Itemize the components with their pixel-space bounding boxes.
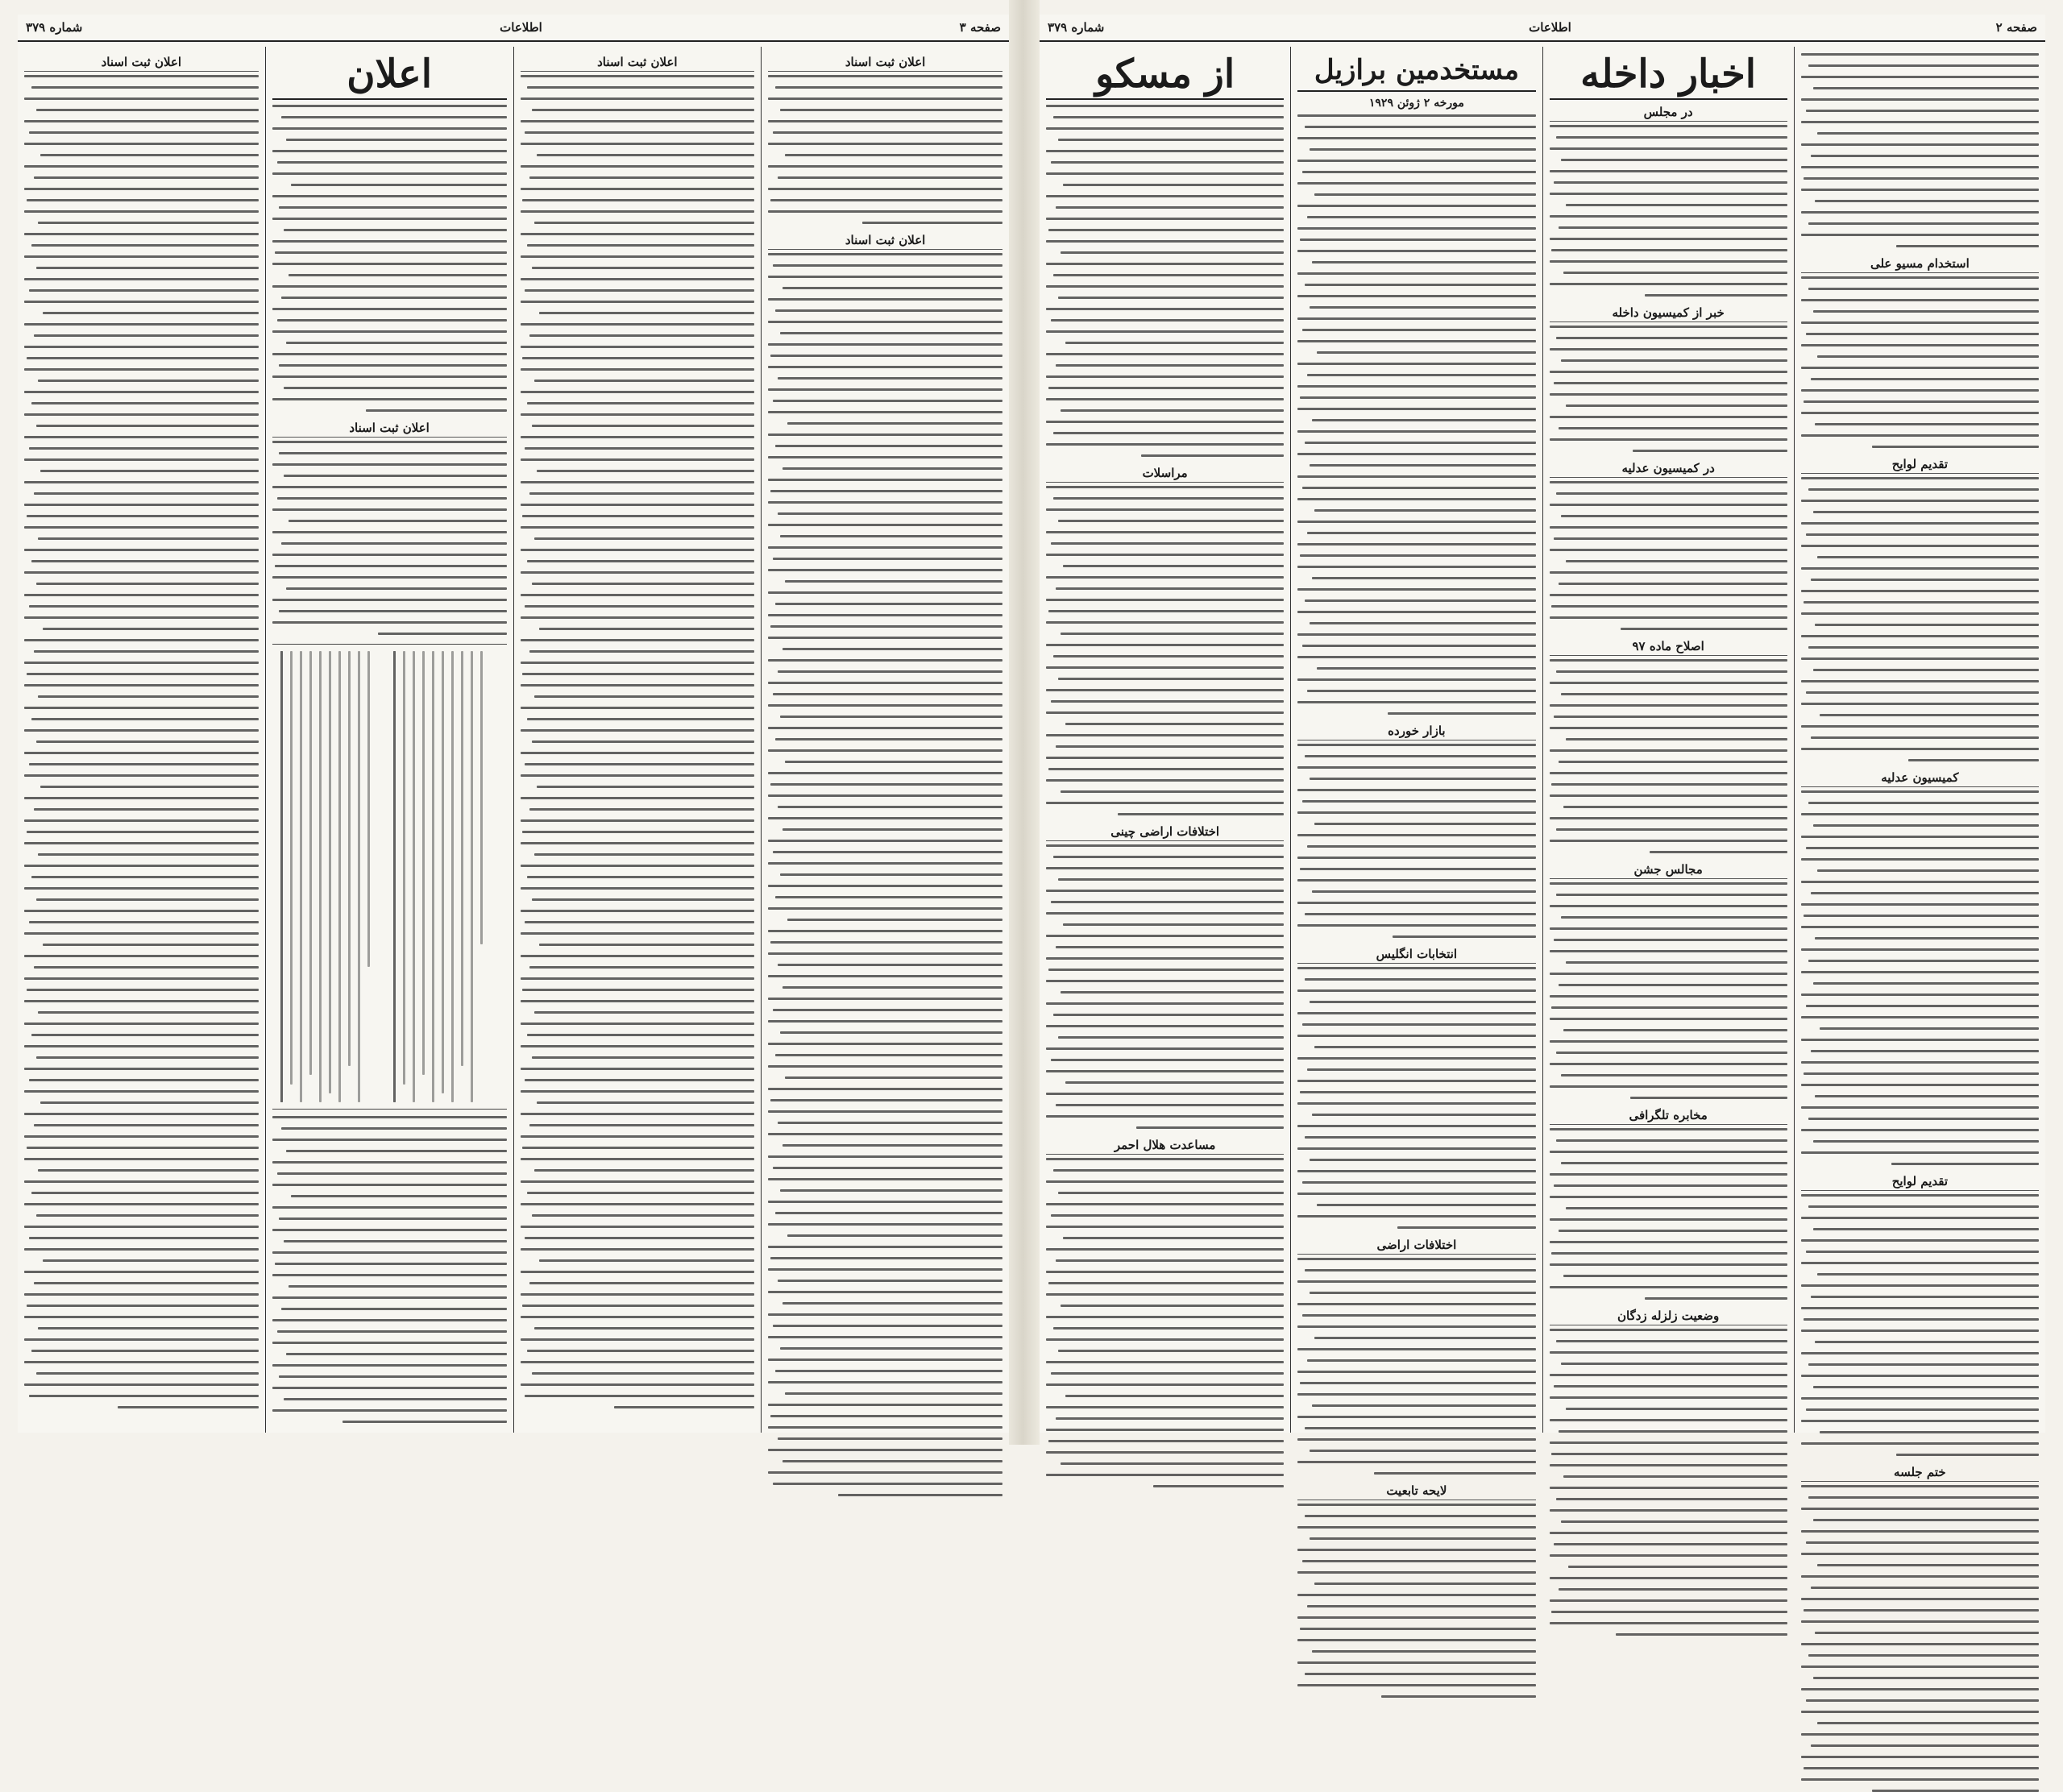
article-body — [1297, 744, 1535, 938]
left-header-masthead: اطلاعات — [500, 20, 542, 35]
right-page-header — [1040, 15, 2045, 42]
left-col-4 — [18, 47, 265, 1433]
article-body — [1801, 477, 2039, 761]
article-body — [1550, 481, 1787, 630]
article-body — [272, 105, 507, 412]
col-subhead: اعلان ثبت اسناد — [24, 55, 259, 72]
left-header-issue-number: شماره ۳۷۹ — [26, 20, 83, 35]
col-subhead: مجالس جشن — [1550, 862, 1787, 879]
article-body — [1550, 1128, 1787, 1300]
left-page — [18, 15, 1009, 1433]
col-subhead: اختلافات اراضی — [1297, 1238, 1535, 1255]
article-body — [1801, 53, 2039, 247]
article-body — [1046, 1158, 1284, 1487]
article-body — [1046, 844, 1284, 1129]
left-header-page-number: صفحه ۳ — [959, 20, 1001, 35]
col-subhead: ختم جلسه — [1801, 1465, 2039, 1482]
col-subhead: در مجلس — [1550, 105, 1787, 122]
page-gutter — [1009, 0, 1040, 1445]
article-body — [1550, 125, 1787, 297]
col-subhead: لایحه تابعیت — [1297, 1483, 1535, 1500]
col-subhead: اعلان ثبت اسناد — [521, 55, 755, 72]
left-page-header — [18, 15, 1009, 42]
from-moscow-title: از مسکو — [1046, 50, 1284, 100]
article-body — [1801, 276, 2039, 448]
article-body — [1801, 1485, 2039, 1792]
col-subhead: تقدیم لوایح — [1801, 1174, 2039, 1191]
col-subhead: در کمیسیون عدلیه — [1550, 461, 1787, 478]
col-subhead: کمیسیون عدلیه — [1801, 770, 2039, 787]
dateline: مورخه ۲ ژوئن ۱۹۲۹ — [1368, 97, 1464, 110]
article-body — [521, 75, 755, 1408]
col-subhead: انتخابات انگلیس — [1297, 947, 1535, 964]
article-body — [1550, 659, 1787, 853]
domestic-news-title: اخبار داخله — [1550, 50, 1787, 100]
right-col-4 — [1040, 47, 1290, 1433]
rotated-notice — [280, 651, 283, 1102]
right-col-3 — [1290, 47, 1542, 1498]
article-body — [768, 75, 1002, 224]
col-subhead: اعلان ثبت اسناد — [768, 55, 1002, 72]
article-body — [1550, 882, 1787, 1099]
article-body — [1297, 1258, 1535, 1475]
brazil-employees-title: مستخدمین برازیل — [1297, 50, 1535, 92]
article-body — [1297, 114, 1535, 715]
rotated-notice — [393, 651, 396, 1102]
left-col-2 — [513, 47, 762, 1433]
article-body — [1046, 105, 1284, 457]
article-body — [1046, 486, 1284, 815]
col-subhead: بازار خورده — [1297, 724, 1535, 740]
col-subhead: اصلاح ماده ۹۷ — [1550, 639, 1787, 656]
col-subhead: استخدام مسیو علی — [1801, 256, 2039, 273]
col-subhead: مراسلات — [1046, 466, 1284, 483]
col-subhead: اعلان ثبت اسناد — [768, 233, 1002, 250]
col-subhead: وضعیت زلزله زدگان — [1550, 1309, 1787, 1325]
right-header-issue-number: شماره ۳۷۹ — [1048, 20, 1105, 35]
article-body — [272, 651, 507, 1102]
article-body — [1801, 1194, 2039, 1456]
right-col-2 — [1542, 47, 1794, 1433]
col-subhead: تقدیم لوایح — [1801, 457, 2039, 474]
article-body — [272, 1116, 507, 1423]
announcement-title: اعلان — [272, 50, 507, 100]
article-body — [272, 441, 507, 635]
right-col-1 — [1794, 47, 2045, 1479]
article-body — [1297, 967, 1535, 1229]
col-subhead: مساعدت هلال احمر — [1046, 1138, 1284, 1155]
left-col-3 — [265, 47, 513, 1433]
col-subhead: خبر از کمیسیون داخله — [1550, 305, 1787, 322]
article-body — [1550, 326, 1787, 452]
right-header-masthead: اطلاعات — [1529, 20, 1571, 35]
col-subhead: اعلان ثبت اسناد — [272, 421, 507, 438]
article-body — [1550, 1329, 1787, 1636]
right-page — [1040, 15, 2045, 1498]
article-body — [768, 253, 1002, 1496]
col-subhead: مخابره تلگرافی — [1550, 1108, 1787, 1125]
article-body — [24, 75, 259, 1408]
article-body — [1801, 790, 2039, 1165]
col-subhead: اختلافات اراضی چینی — [1046, 824, 1284, 841]
left-col-1 — [761, 47, 1009, 1433]
right-header-page-number: صفحه ۲ — [1995, 20, 2037, 35]
article-body — [1297, 1504, 1535, 1698]
